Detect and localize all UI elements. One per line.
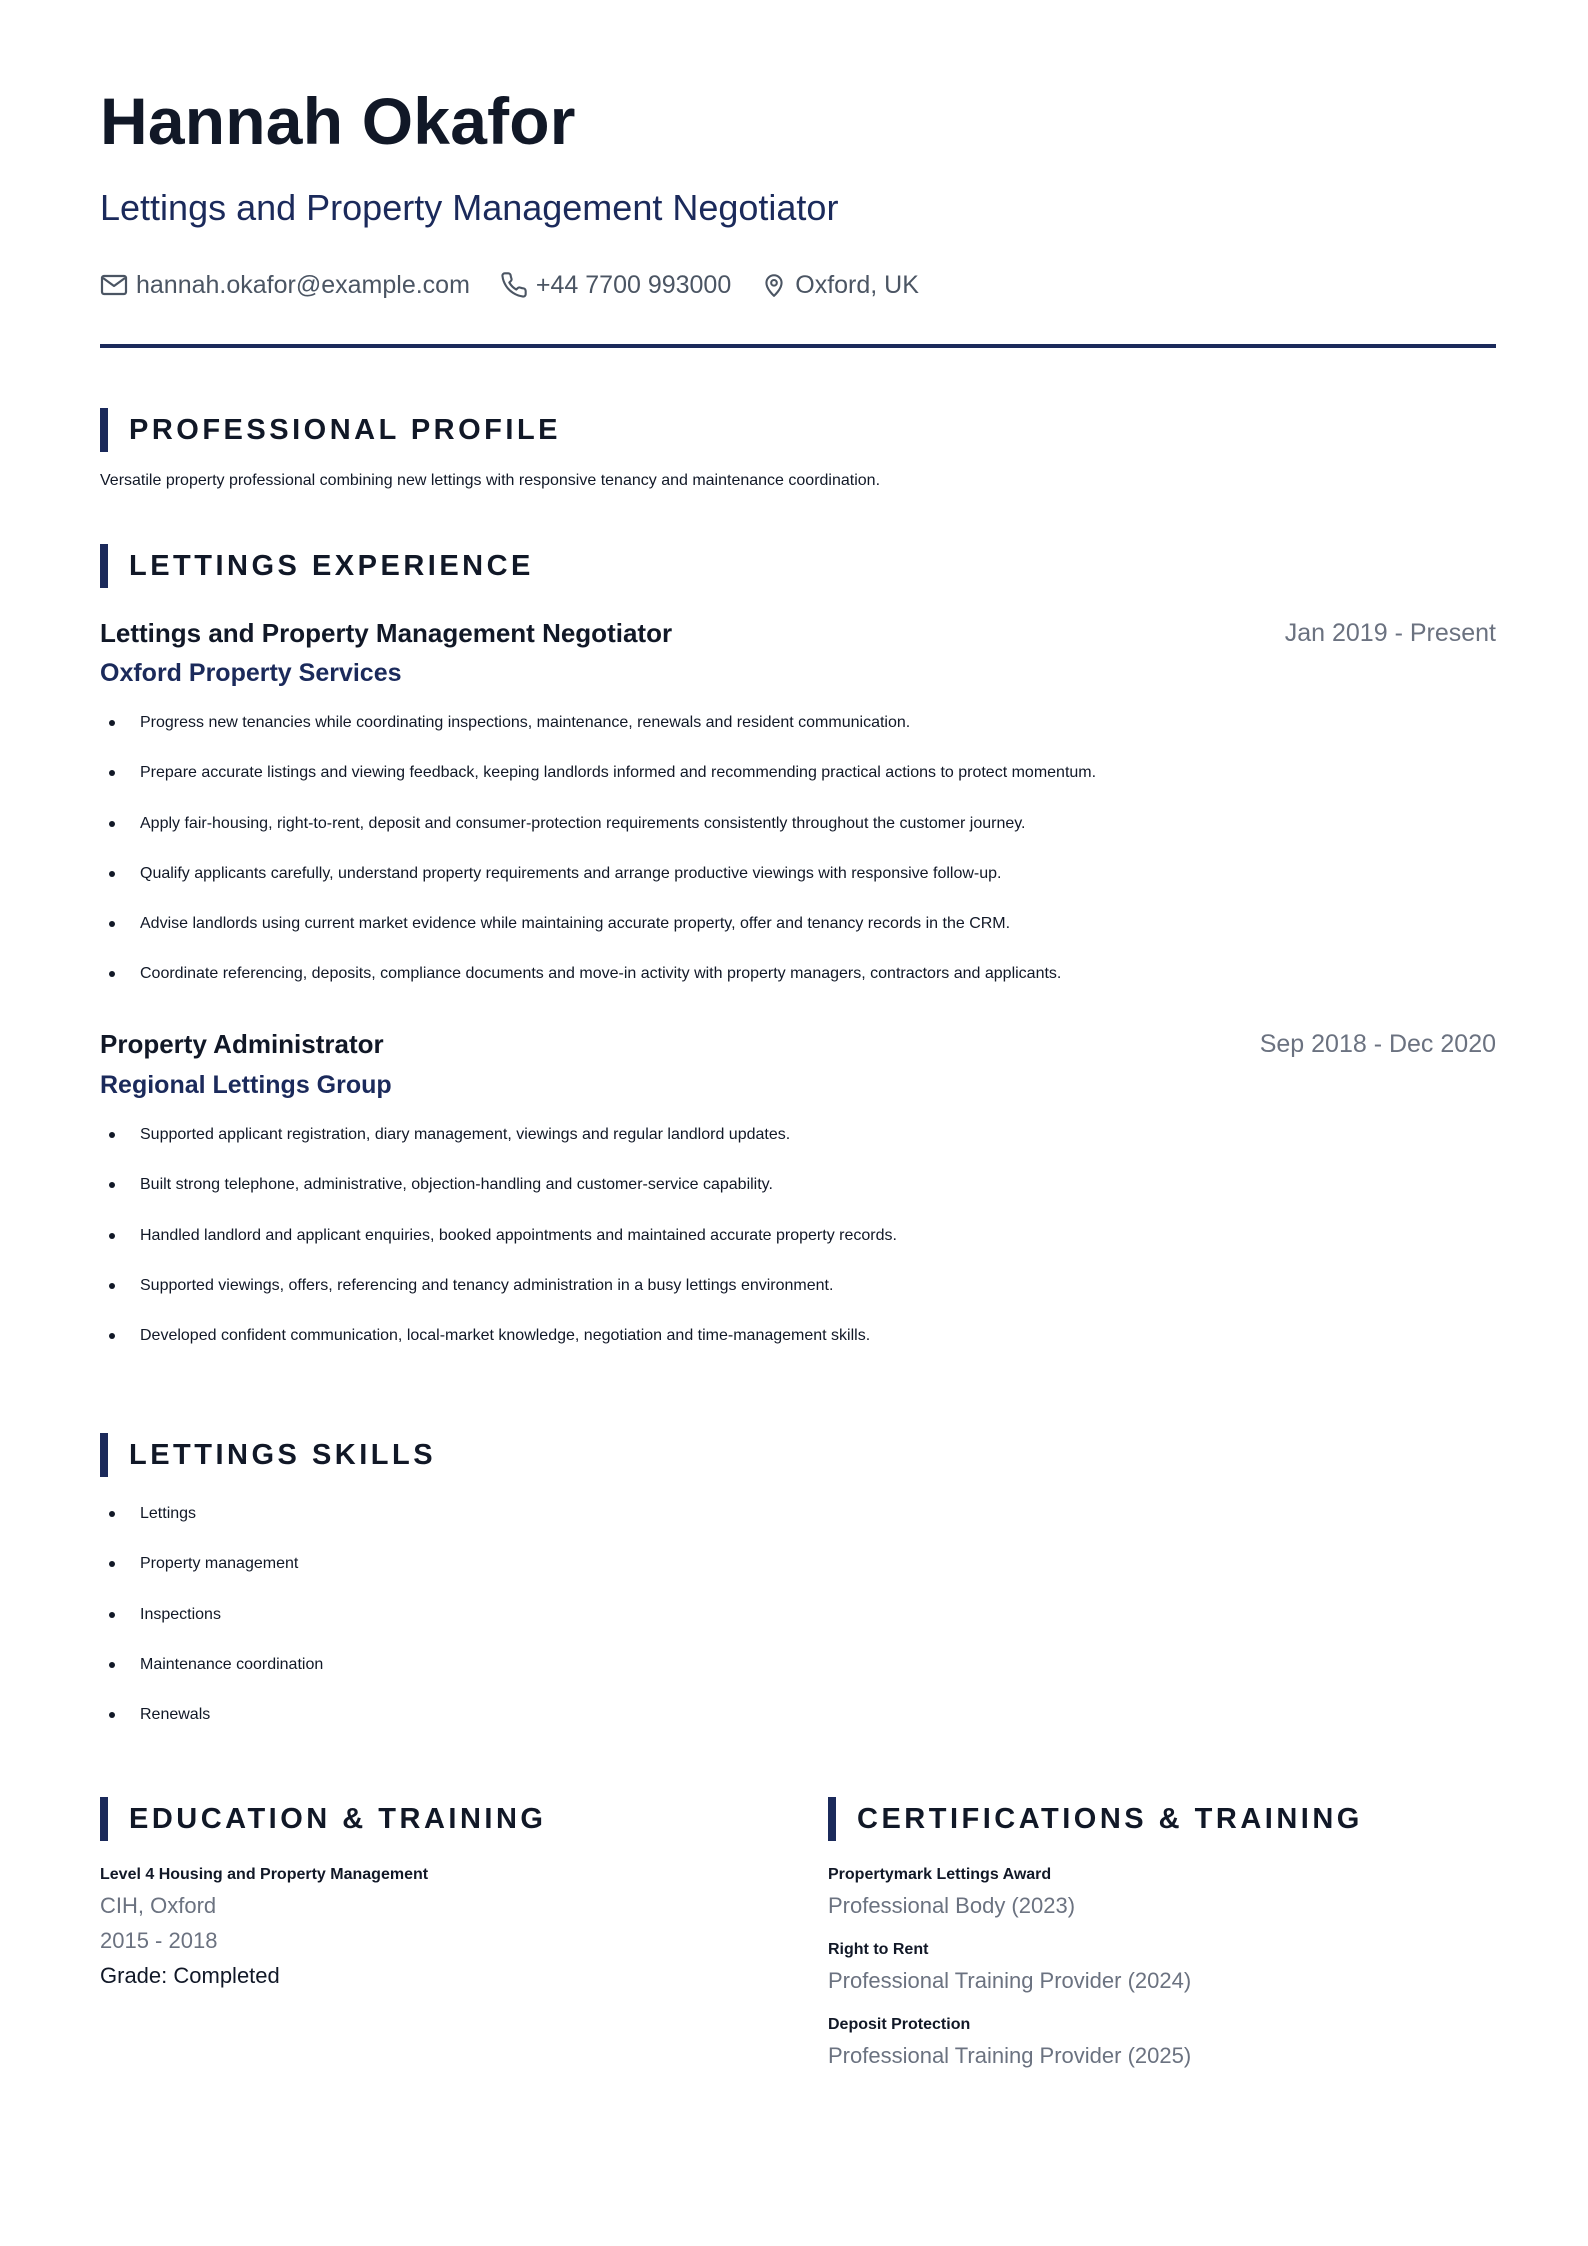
contact-location-text: Oxford, UK (795, 270, 919, 299)
section-accent-bar (100, 408, 108, 452)
job-bullet: Supported applicant registration, diary management, viewings and regular landlord updates. (100, 1127, 897, 1177)
job-bullet: Developed confident communication, local-market knowledge, negotiation and time-management skills. (100, 1328, 897, 1378)
education-institution: CIH, Oxford (100, 1893, 217, 1918)
job-bullet: Prepare accurate listings and viewing feedback, keeping landlords informed and recommending practical actions to protect momentum. (100, 765, 1096, 815)
section-header-experience (100, 544, 534, 588)
section-header-education (100, 1797, 546, 1841)
skill-item: Property management (100, 1556, 323, 1606)
section-title: CERTIFICATIONS & TRAINING (857, 1802, 1363, 1835)
job-bullets (100, 1127, 897, 1378)
section-header-profile (100, 408, 561, 452)
certification-name: Propertymark Lettings Award (828, 1866, 1052, 1883)
education-grade: Grade: Completed (100, 1963, 280, 1988)
job-bullet: Coordinate referencing, deposits, compliance documents and move-in activity with property managers, contractors and applicants. (100, 966, 1096, 1016)
section-accent-bar (828, 1797, 836, 1841)
section-title: PROFESSIONAL PROFILE (129, 413, 562, 446)
job-company: Oxford Property Services (100, 659, 402, 687)
skill-item: Lettings (100, 1506, 323, 1556)
section-accent-bar (100, 1797, 108, 1841)
job-dates: Jan 2019 - Present (1284, 619, 1496, 647)
certification-name: Right to Rent (828, 1941, 929, 1958)
job-bullet: Handled landlord and applicant enquiries, booked appointments and maintained accurate property records. (100, 1228, 897, 1278)
job-bullet: Progress new tenancies while coordinating inspections, maintenance, renewals and resident communication. (100, 715, 1096, 765)
contact-location (761, 271, 919, 299)
section-title: LETTINGS SKILLS (129, 1438, 437, 1471)
phone-icon (500, 271, 528, 299)
certification-issuer: Professional Training Provider (2025) (828, 2043, 1192, 2068)
contact-email-text: hannah.okafor@example.com (136, 270, 470, 299)
contact-phone-text: +44 7700 993000 (535, 270, 732, 299)
education-qualification: Level 4 Housing and Property Management (100, 1866, 429, 1883)
section-title: EDUCATION & TRAINING (129, 1802, 547, 1835)
section-header-skills (100, 1433, 436, 1477)
job-bullet: Qualify applicants carefully, understand property requirements and arrange productive viewings with responsive follow-up. (100, 866, 1096, 916)
job-dates: Sep 2018 - Dec 2020 (1259, 1030, 1496, 1058)
job-bullet: Supported viewings, offers, referencing and tenancy administration in a busy lettings environment. (100, 1278, 897, 1328)
certification-issuer: Professional Training Provider (2024) (828, 1968, 1192, 1993)
skill-item: Inspections (100, 1607, 323, 1657)
education-years: 2015 - 2018 (100, 1928, 218, 1953)
header-divider (100, 344, 1496, 348)
map-pin-icon (761, 271, 787, 299)
candidate-headline: Lettings and Property Management Negotiator (100, 187, 839, 228)
skill-item: Maintenance coordination (100, 1657, 323, 1707)
contact-phone[interactable] (500, 271, 731, 299)
certification-issuer: Professional Body (2023) (828, 1893, 1076, 1918)
profile-summary: Versatile property professional combining new lettings with responsive tenancy and maintenance coordination. (100, 472, 881, 489)
candidate-name: Hannah Okafor (100, 84, 576, 158)
job-bullet: Advise landlords using current market evidence while maintaining accurate property, offer and tenancy records in the CRM. (100, 916, 1096, 966)
section-accent-bar (100, 544, 108, 588)
contact-row (100, 271, 949, 299)
job-bullet: Apply fair-housing, right-to-rent, deposit and consumer-protection requirements consistently throughout the customer journey. (100, 816, 1096, 866)
section-title: LETTINGS EXPERIENCE (129, 549, 534, 582)
mail-icon (100, 274, 128, 296)
section-header-certifications (828, 1797, 1363, 1841)
job-bullets (100, 715, 1096, 1017)
job-title: Property Administrator (100, 1029, 384, 1059)
job-title: Lettings and Property Management Negotiator (100, 618, 673, 648)
skill-item: Renewals (100, 1707, 323, 1757)
job-company: Regional Lettings Group (100, 1071, 392, 1099)
skills-list (100, 1506, 323, 1757)
job-bullet: Built strong telephone, administrative, objection-handling and customer-service capability. (100, 1177, 897, 1227)
contact-email[interactable] (100, 270, 470, 299)
section-accent-bar (100, 1433, 108, 1477)
certification-name: Deposit Protection (828, 2016, 971, 2033)
